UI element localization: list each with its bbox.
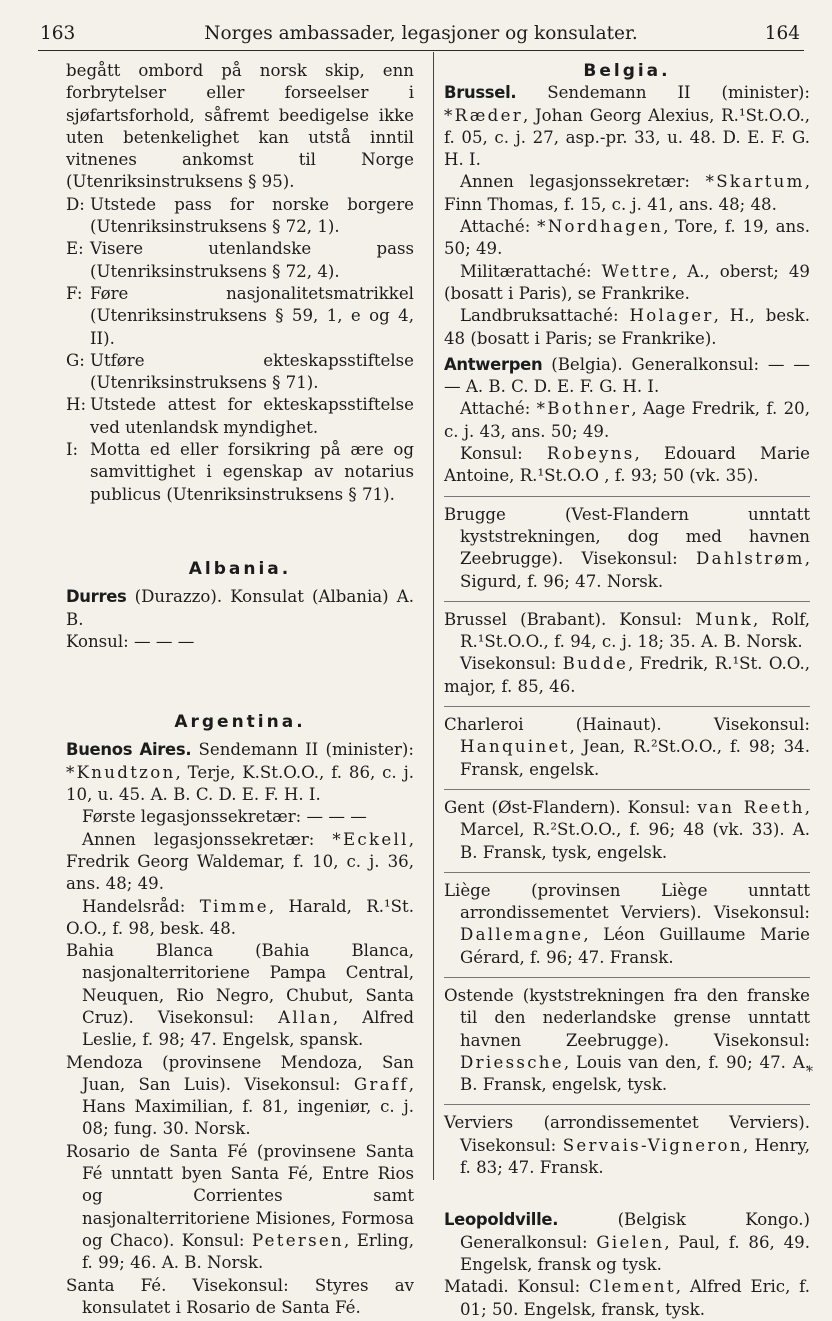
entry-antwerpen: Antwerpen (Belgia). Generalkonsul: — — — A. B. C. D. E. F. G. H. I. — [444, 354, 810, 397]
left-column — [66, 60, 414, 1319]
right-column — [444, 60, 810, 1321]
entry-mendoza: Mendoza (provinsene Mendoza, San Juan, San Luis). Visekonsul: Graff, Hans Maximilian, f. 81, ingeniør, c. j. 08; fung. 30. Norsk. — [66, 1052, 414, 1139]
entry-line: Attaché: *Nordhagen, Tore, f. 19, ans. 50; 49. — [444, 217, 810, 259]
entry-verviers: Verviers (arrondissementet Verviers). Visekonsul: Servais-Vigneron, Henry, f. 83; 47. Fransk. — [444, 1113, 810, 1178]
entry-buenos-aires: Buenos Aires. Sendemann II (minister): *Knudtzon, Terje, K.St.O.O., f. 86, c. j. 10, u. 45. A. B. C. D. E. F. H. I. — [66, 740, 414, 805]
entry-santa-fe: Santa Fé. Visekonsul: Styres av konsulatet i Rosario de Santa Fé. — [66, 1275, 414, 1317]
entry-line: Landbruksattaché: Holager, H., besk. 48 (bosatt i Paris; se Frankrike). — [444, 306, 810, 348]
section-heading-argentina: Argentina. — [174, 712, 306, 733]
entry-line: Visekonsul: Budde, Fredrik, R.¹St. O.O., major, f. 85, 46. — [444, 654, 810, 696]
list-item: I: Motta ed eller forsikring på ære og samvittighet i egenskap av notarius publicus (Utenriksinstruksens § 71). — [66, 440, 414, 504]
page-number-left: 163 — [40, 23, 76, 44]
divider — [444, 977, 810, 978]
entry-brussel-brabant: Brussel (Brabant). Konsul: Munk, Rolf, R.¹St.O.O., f. 94, c. j. 18; 35. A. B. Norsk. — [444, 609, 810, 652]
running-title: Norges ambassader, legasjoner og konsulater. — [204, 23, 638, 44]
entry-brugge: Brugge (Vest-Flandern unntatt kyststrekningen, dog med havnen Zeebrugge). Visekonsul: Dahlstrøm, Sigurd, f. 96; 47. Norsk. — [444, 504, 810, 591]
entry-line: Handelsråd: Timme, Harald, R.¹St. O.O., f. 98, besk. 48. — [66, 896, 414, 938]
entry-durres: Durres (Durazzo). Konsulat (Albania) A. B. Konsul: — — — — [66, 587, 414, 651]
list-item: D: Utstede pass for norske borgere (Utenriksinstruksens § 72, 1). — [66, 194, 414, 237]
list-item: G: Utføre ekteskapsstiftelse (Utenriksinstruksens § 71). — [66, 350, 414, 393]
page-number-right: 164 — [764, 23, 800, 44]
entry-line: Annen legasjonssekretær: *Eckell, Fredrik Georg Waldemar, f. 10, c. j. 36, ans. 48; 49. — [66, 829, 414, 894]
entry-ostende: Ostende (kyststrekningen fra den franske til den nederlandske grense unntatt havnen Zeebrugge). Visekonsul: Driessche, Louis van den, f. 90; 47. A. B. Fransk, engelsk, tysk. — [444, 985, 810, 1095]
entry-rosario: Rosario de Santa Fé (provinsene Santa Fé unntatt byen Santa Fé, Entre Rios og Corrientes samt nasjonalterritoriene Misiones, Formosa og Chaco). Konsul: Petersen, Erling, f. 99; 46. A. B. Norsk. — [66, 1141, 414, 1273]
section-heading-albania: Albania. — [188, 558, 292, 579]
divider — [444, 601, 810, 602]
entry-brussel: Brussel. Sendemann II (minister): *Ræder, Johan Georg Alexius, R.¹St.O.O., f. 05, c. j. 27, asp.-pr. 33, u. 48. D. E. F. G. H. I. — [444, 83, 810, 170]
entry-line: Konsul: Robeyns, Edouard Marie Antoine, R.¹St.O.O , f. 93; 50 (vk. 35). — [444, 444, 810, 486]
entry-line: Militærattaché: Wettre, A., oberst; 49 (bosatt i Paris), se Frankrike. — [444, 261, 810, 303]
intro-paragraph: begått ombord på norsk skip, enn forbrytelser eller forseelser i sjøfartsforhold, såfremt beedigelse ikke uten betenkelighet kan utstå inntil vitnenes ankomst til Norge (Utenriksinstruksens § 95). — [66, 61, 414, 192]
section-heading-belgia: Belgia. — [583, 61, 671, 81]
divider — [444, 1104, 810, 1105]
list-item: F: Føre nasjonalitetsmatrikkel (Utenriksinstruksens § 59, 1, e og 4, II). — [66, 283, 414, 348]
entry-charleroi: Charleroi (Hainaut). Visekonsul: Hanquinet, Jean, R.²St.O.O., f. 98; 34. Fransk, engelsk. — [444, 715, 810, 779]
entry-bahia-blanca: Bahia Blanca (Bahia Blanca, nasjonalterritoriene Pampa Central, Neuquen, Rio Negro, Chubut, Santa Cruz). Visekonsul: Allan, Alfred Leslie, f. 98; 47. Engelsk, spansk. — [66, 941, 414, 1050]
entry-line: Første legasjonssekretær: — — — — [82, 807, 367, 827]
page-header — [38, 20, 804, 51]
list-item: E: Visere utenlandske pass (Utenriksinstruksens § 72, 4). — [66, 239, 414, 281]
entry-matadi: Matadi. Konsul: Clement, Alfred Eric, f. 01; 50. Engelsk, fransk, tysk. — [444, 1277, 810, 1319]
entry-leopoldville: Leopoldville. (Belgisk Kongo.) Generalkonsul: Gielen, Paul, f. 86, 49. Engelsk, fransk og tysk. — [444, 1210, 811, 1274]
divider — [444, 872, 810, 873]
entry-liege: Liège (provinsen Liège unntatt arrondissementet Verviers). Visekonsul: Dallemagne, Léon Guillaume Marie Gérard, f. 96; 47. Fransk. — [444, 880, 810, 967]
divider — [444, 496, 810, 497]
list-item: H: Utstede attest for ekteskapsstiftelse ved utenlandsk myndighet. — [66, 395, 414, 437]
entry-line: Attaché: *Bothner, Aage Fredrik, f. 20, c. j. 43, ans. 50; 49. — [444, 399, 810, 441]
divider — [444, 706, 810, 707]
entry-gent: Gent (Øst-Flandern). Konsul: van Reeth, Marcel, R.²St.O.O., f. 96; 48 (vk. 33). A. B. Fransk, tysk, engelsk. — [444, 797, 810, 862]
column-divider — [433, 52, 434, 1180]
entry-line: Annen legasjonssekretær: *Skartum, Finn Thomas, f. 15, c. j. 41, ans. 48; 48. — [444, 172, 810, 214]
divider — [444, 789, 810, 790]
margin-mark: * — [806, 1064, 813, 1080]
